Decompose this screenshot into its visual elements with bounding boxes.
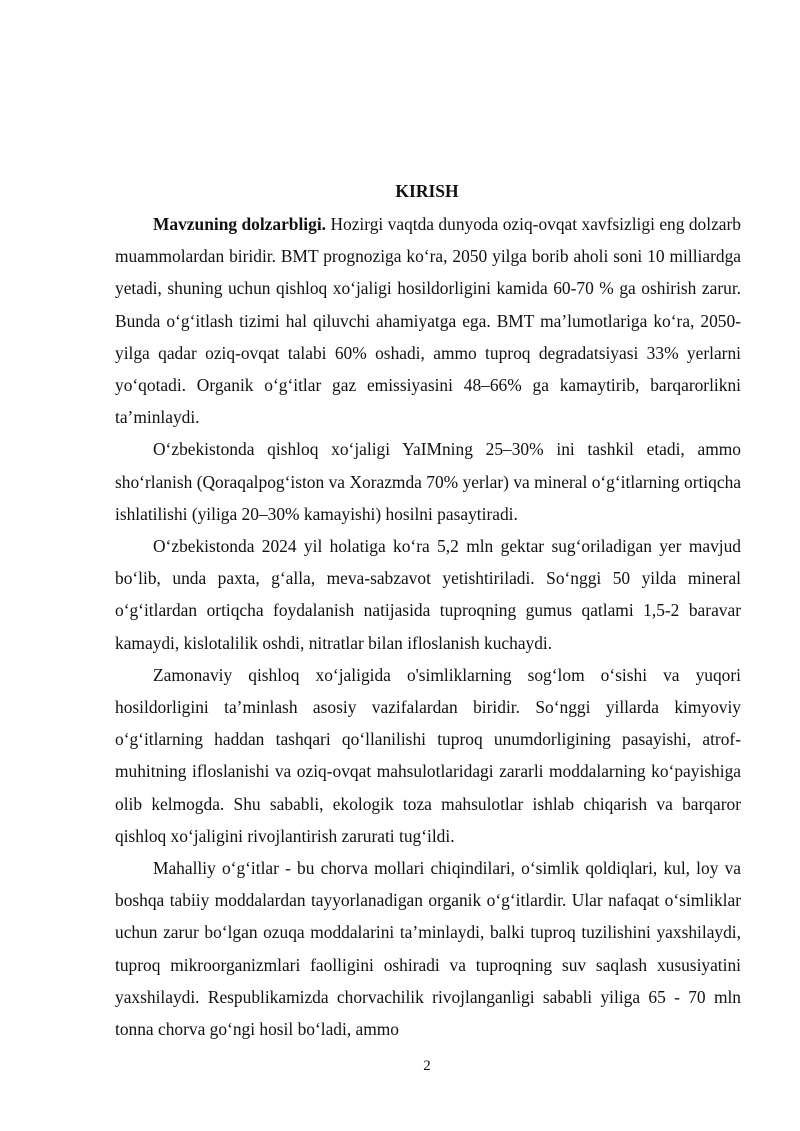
paragraph: Oʻzbekistonda qishloq xoʻjaligi YaIMning 25–30% ini tashkil etadi, ammo shoʻrlanish (Qoraqalpogʻiston va Xorazmda 70% yerlar) va mineral oʻgʻitlarning ortiqcha ishlatilishi (yiliga 20–30% kamayishi) hosilni pasaytiradi.: [115, 439, 741, 524]
paragraph-relevance: [115, 208, 741, 433]
document-body: [115, 208, 741, 1045]
section-heading: KIRISH: [395, 181, 459, 201]
page-number: 2: [423, 1058, 431, 1074]
paragraph-text: Hozirgi vaqtda dunyoda oziq-ovqat xavfsizligi eng dolzarb muammolardan biridir. BMT prognoziga koʻra, 2050 yilga borib aholi soni 10 milliardga yetadi, shuning uchun qishloq xoʻjaligi hosildorligini kamida 60-70 % ga oshirish zarur. Bunda oʻgʻitlash tizimi hal qiluvchi ahamiyatga ega. BMT maʼlumotlariga koʻra, 2050-yilga qadar oziq-ovqat talabi 60% oshadi, ammo tuproq degradatsiyasi 33% yerlarni yoʻqotadi. Organik oʻgʻitlar gaz emissiyasini 48–66% ga kamaytirib, barqarorlikni taʼminlaydi.: [115, 214, 741, 428]
paragraph: Mahalliy oʻgʻitlar - bu chorva mollari chiqindilari, oʻsimlik qoldiqlari, kul, loy va boshqa tabiiy moddalardan tayyorlanadigan organik oʻgʻitlardir. Ular nafaqat oʻsimliklar uchun zarur boʻlgan ozuqa moddalarini taʼminlaydi, balki tuproq tuzilishini yaxshilaydi, tuproq mikroorganizmlari faolligini oshiradi va tuproqning suv saqlash xususiyatini yaxshilaydi. Respublikamizda chorvachilik rivojlanganligi sababli yiliga 65 - 70 mln tonna chorva goʻngi hosil boʻladi, ammo: [115, 858, 741, 1040]
paragraph: Oʻzbekistonda 2024 yil holatiga koʻra 5,2 mln gektar sugʻoriladigan yer mavjud boʻlib, unda paxta, gʻalla, meva-sabzavot yetishtiriladi. Soʻnggi 50 yilda mineral oʻgʻitlardan ortiqcha foydalanish natijasida tuproqning gumus qatlami 1,5-2 baravar kamaydi, kislotalilik oshdi, nitratlar bilan ifloslanish kuchaydi.: [115, 536, 741, 653]
paragraph-lead: Mavzuning dolzarbligi.: [153, 214, 327, 234]
paragraph: Zamonaviy qishloq xoʻjaligida o'simliklarning sogʻlom oʻsishi va yuqori hosildorligini taʼminlash asosiy vazifalardan biridir. Soʻnggi yillarda kimyoviy oʻgʻitlarning haddan tashqari qoʻllanilishi tuproq unumdorligining pasayishi, atrof-muhitning ifloslanishi va oziq-ovqat mahsulotlaridagi zararli moddalarning koʻpayishiga olib kelmogda. Shu sababli, ekologik toza mahsulotlar ishlab chiqarish va barqaror qishloq xoʻjaligini rivojlantirish zarurati tugʻildi.: [115, 664, 741, 846]
